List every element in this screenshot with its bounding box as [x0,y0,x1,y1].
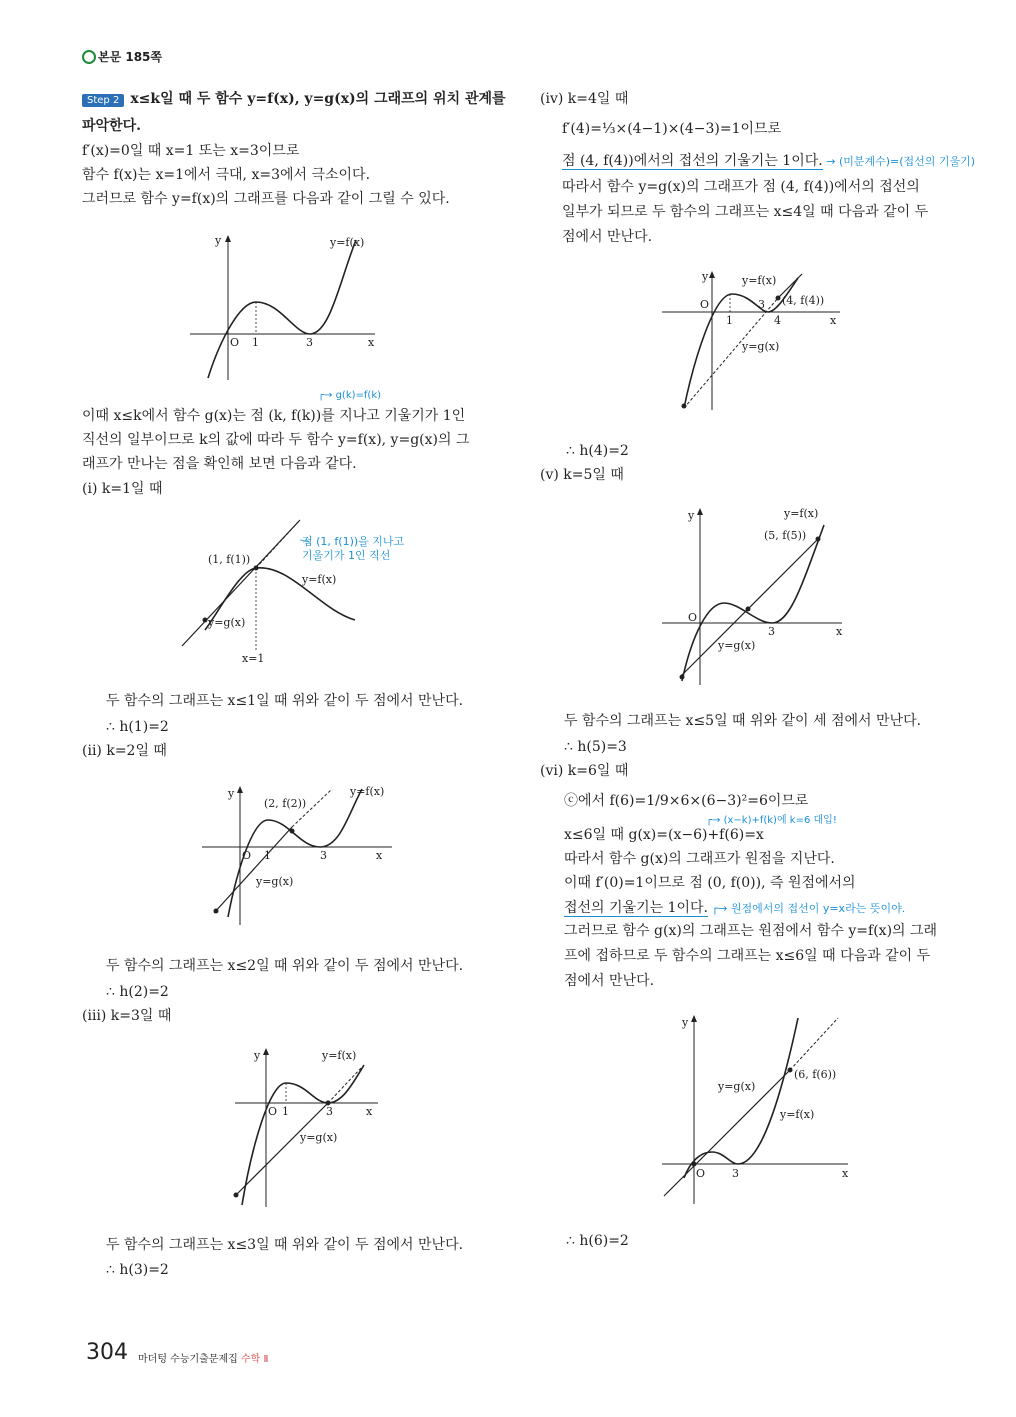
curve-label-g: y=g(x) [742,340,780,353]
axis-x-label: x [842,1167,849,1180]
curve-label-g: y=g(x) [208,616,246,629]
axis-x-label: x [366,1105,373,1118]
case-6-line-2: x≤6일 때 g(x)=(x−6)+f(6)=x [564,827,764,843]
axis-y-label: y [254,1049,261,1062]
curve-label-g: y=g(x) [300,1131,338,1144]
case-6-result: ∴ h(6)=2 [566,1233,629,1249]
tick-3: 3 [306,336,313,349]
para-2: 함수 f(x)는 x=1에서 극대, x=3에서 극소이다. [82,167,371,183]
origin-label: O [696,1167,706,1180]
axis-x-label: x [376,849,383,862]
case-3-title: (ⅲ) k=3일 때 [82,1008,172,1024]
case-4-title: (ⅳ) k=4일 때 [540,91,629,107]
footer-book: 마더텅 수능기출문제집 수학 Ⅱ [138,1354,269,1365]
case-6-line-5: 접선의 기울기는 1이다. ┌→ 원점에서의 접선이 y=x라는 뜻이야. [564,900,906,916]
case-6-line-4: 이때 f′(0)=1이므로 점 (0, f(0)), 즉 원점에서의 [564,875,856,891]
curve-label-f: y=f(x) [742,274,777,287]
case-6-note-2: 원점에서의 접선이 y=x라는 뜻이야. [730,902,906,915]
ref-marker [82,50,96,64]
axis-y-label: y [702,270,709,283]
case-4-eq: f′(4)=⅓×(4−1)×(4−3)=1이므로 [562,121,782,137]
origin-label: O [268,1105,278,1118]
case-2-text: 두 함수의 그래프는 x≤2일 때 위와 같이 두 점에서 만난다. [106,958,464,974]
case-5-title: (ⅴ) k=5일 때 [540,467,624,483]
case-6-line-6: 그러므로 함수 g(x)의 그래프는 원점에서 함수 y=f(x)의 그래 [564,923,938,939]
case-5-text: 두 함수의 그래프는 x≤5일 때 위와 같이 세 점에서 만난다. [564,713,922,729]
point-label: (4, f(4)) [782,294,825,307]
curve-label-f: y=f(x) [302,573,337,586]
tick-1: 1 [264,849,271,862]
case-3-result: ∴ h(3)=2 [106,1262,169,1278]
graph-case-5 [660,505,850,690]
tick-1: 1 [252,336,259,349]
graph-case-6 [660,1012,855,1207]
tick-1: 1 [282,1105,289,1118]
case-1-text: 두 함수의 그래프는 x≤1일 때 위와 같이 두 점에서 만난다. [106,693,464,709]
curve-label-f: y=f(x) [330,236,365,249]
case-2-title: (ⅱ) k=2일 때 [82,743,167,759]
tick-4: 4 [774,314,781,327]
axis-y-label: y [688,509,695,522]
tick-1: 1 [726,314,733,327]
case-4-note: (미분계수)=(접선의 기울기) [838,155,976,168]
case-2-result: ∴ h(2)=2 [106,984,169,1000]
curve-label-g: y=g(x) [718,639,756,652]
step-text-2: 파악한다. [82,118,141,134]
note-line-1: 점 (1, f(1))을 지나고 [302,535,405,548]
axis-x-label: x [836,625,843,638]
case-4-line-4: 일부가 되므로 두 함수의 그래프는 x≤4일 때 다음과 같이 두 [562,204,929,220]
curve-label-f: y=f(x) [780,1108,815,1121]
case-1-title: (ⅰ) k=1일 때 [82,481,163,497]
line-label-x1: x=1 [242,652,265,665]
step-text: x≤k일 때 두 함수 y=f(x), y=g(x)의 그래프의 위치 관계를 [130,91,506,107]
axis-y-label: y [682,1016,689,1029]
case-1-result: ∴ h(1)=2 [106,719,169,735]
footer-subject: 수학 Ⅱ [240,1354,269,1365]
case-6-note-1: ┌→ (x−k)+f(k)에 k=6 대입! [706,815,837,826]
step-line [82,90,506,110]
tick-3: 3 [326,1105,333,1118]
page-number: 304 [86,1340,128,1365]
graph-f [180,230,380,390]
curve-label-f: y=f(x) [784,507,819,520]
point-label: (6, f(6)) [794,1068,837,1081]
curve-label-f: y=f(x) [322,1049,357,1062]
case-4-line-5: 점에서 만난다. [562,229,653,245]
curve-label-g: y=g(x) [718,1080,756,1093]
note-gk: ┌→ g(k)=f(k) [318,390,382,401]
step-badge: Step 2 [82,94,124,107]
tick-3: 3 [320,849,327,862]
case-5-result: ∴ h(5)=3 [564,739,627,755]
case-4-line-2: 점 (4, f(4))에서의 접선의 기울기는 1이다. → (미분계수)=(접선의 기울기) [562,153,976,169]
axis-y-label: y [215,234,222,247]
case-6-line-7: 프에 접하므로 두 함수의 그래프는 x≤6일 때 다음과 같이 두 [564,948,931,964]
graph-case-1 [180,520,440,670]
tick-3: 3 [768,625,775,638]
page-ref: 본문 185쪽 [98,50,163,64]
point-label: (5, f(5)) [764,529,807,542]
para-6: 래프가 만나는 점을 확인해 보면 다음과 같다. [82,456,357,472]
graph-case-4 [660,270,845,415]
origin-label: O [688,611,698,624]
case-6-line-3: 따라서 함수 g(x)의 그래프가 원점을 지난다. [564,851,835,867]
case-4-result: ∴ h(4)=2 [566,443,629,459]
axis-x-label: x [368,336,375,349]
case-6-eq: ⓒ에서 f(6)=1/9×6×(6−3)²=6이므로 [564,793,809,809]
origin-label: O [230,336,240,349]
axis-y-label: y [228,787,235,800]
note-line-2: 기울기가 1인 직선 [302,549,391,562]
curve-label-f: y=f(x) [350,785,385,798]
case-6-title: (ⅵ) k=6일 때 [540,763,629,779]
graph-case-2 [200,785,400,930]
point-label: (1, f(1)) [208,553,251,566]
para-1: f′(x)=0일 때 x=1 또는 x=3이므로 [82,143,300,159]
origin-label: O [700,298,710,311]
curve-label-g: y=g(x) [256,875,294,888]
point-label: (2, f(2)) [264,797,307,810]
tick-3: 3 [758,298,765,311]
axis-x-label: x [830,314,837,327]
para-5: 직선의 일부이므로 k의 값에 따라 두 함수 y=f(x), y=g(x)의 그 [82,432,470,448]
case-3-text: 두 함수의 그래프는 x≤3일 때 위와 같이 두 점에서 만난다. [106,1237,464,1253]
case-4-line-3: 따라서 함수 y=g(x)의 그래프가 점 (4, f(4))에서의 접선의 [562,179,920,195]
para-4: 이때 x≤k에서 함수 g(x)는 점 (k, f(k))를 지나고 기울기가 1인 [82,408,466,424]
case-6-line-8: 점에서 만난다. [564,973,655,989]
graph-case-3 [230,1045,390,1210]
para-3: 그러므로 함수 y=f(x)의 그래프를 다음과 같이 그릴 수 있다. [82,191,450,207]
tick-3: 3 [732,1167,739,1180]
origin-label: O [242,849,252,862]
